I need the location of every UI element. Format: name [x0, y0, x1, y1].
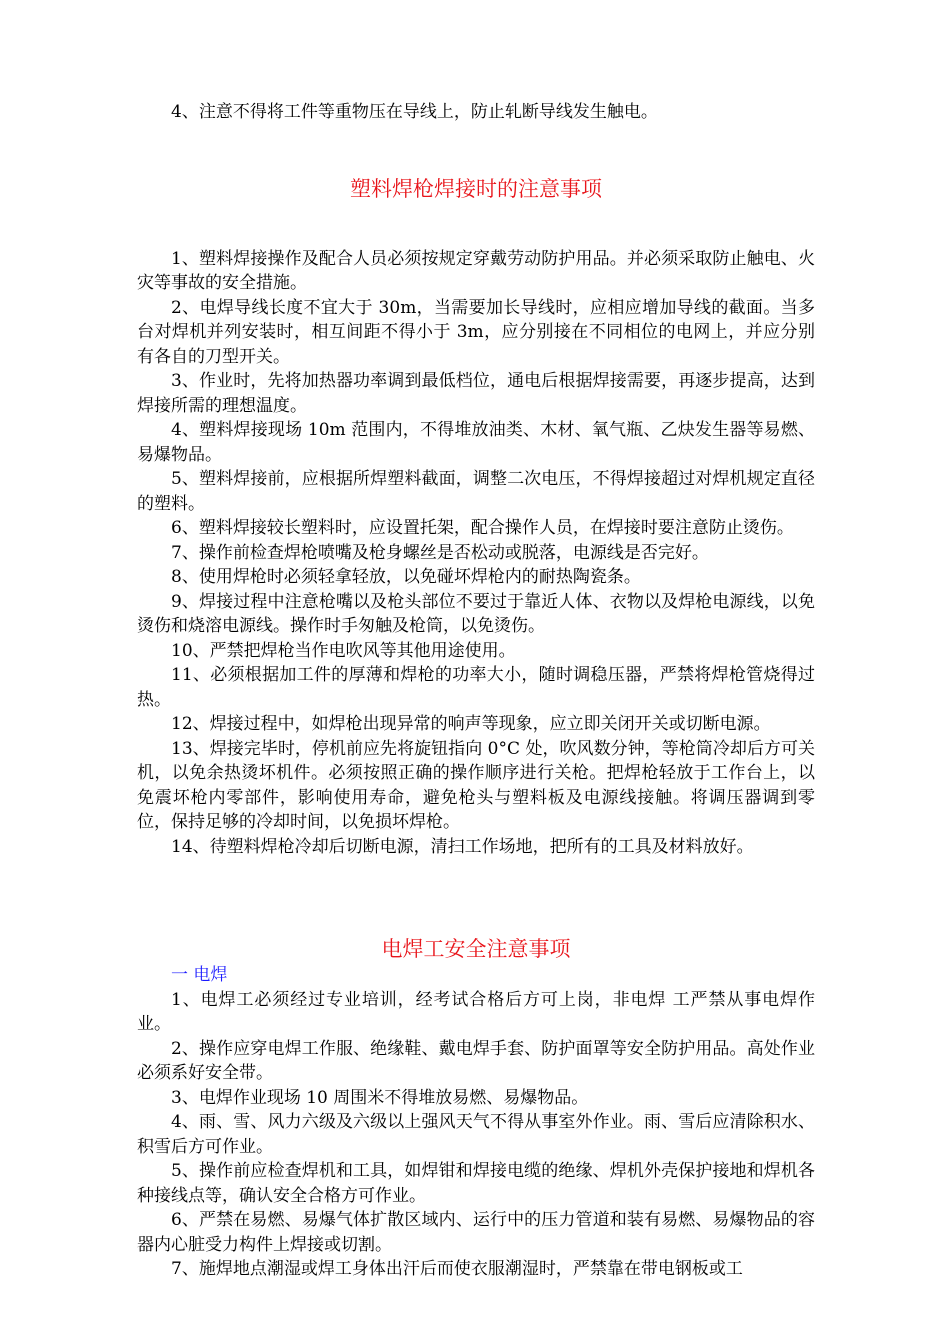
- document-content: [137, 100, 815, 1282]
- section-title-plastic-welding: 塑料焊枪焊接时的注意事项: [350, 176, 602, 201]
- list-item: 2、电焊导线长度不宜大于 30m，当需要加长导线时，应相应增加导线的截面。当多台对焊机并列安装时，相互间距不得小于 3m，应分别接在不同相位的电网上，并应分别有各自的刀型开关。: [137, 297, 815, 367]
- list-item: 7、施焊地点潮湿或焊工身体出汗后而使衣服潮湿时，严禁靠在带电钢板或工: [171, 1259, 743, 1279]
- list-item: 4、塑料焊接现场 10m 范围内，不得堆放油类、木材、氧气瓶、乙炔发生器等易燃、易爆物品。: [137, 420, 815, 465]
- list-item: 5、塑料焊接前，应根据所焊塑料截面，调整二次电压，不得焊接超过对焊机规定直径的塑料。: [137, 469, 815, 514]
- section-electric-welder-list: [137, 988, 815, 1282]
- list-item: 7、操作前检查焊枪喷嘴及枪身螺丝是否松动或脱落，电源线是否完好。: [171, 542, 709, 563]
- subheading-electric-welding: 一 电焊: [171, 965, 228, 985]
- list-item: 5、操作前应检查焊机和工具，如焊钳和焊接电缆的绝缘、焊机外壳保护接地和焊机各种接线点等，确认安全合格方可作业。: [137, 1161, 815, 1206]
- list-item: 2、操作应穿电焊工作服、绝缘鞋、戴电焊手套、防护面罩等安全防护用品。高处作业必须系好安全带。: [137, 1038, 815, 1083]
- list-item: 11、必须根据加工件的厚薄和焊枪的功率大小，随时调稳压器，严禁将焊枪管烧得过热。: [137, 665, 815, 710]
- list-item: 10、严禁把焊枪当作电吹风等其他用途使用。: [171, 640, 516, 661]
- section-title-electric-welder: 电焊工安全注意事项: [381, 937, 571, 961]
- list-item: 8、使用焊枪时必须轻拿轻放，以免碰坏焊枪内的耐热陶瓷条。: [171, 567, 641, 587]
- list-item: 6、塑料焊接较长塑料时，应设置托架，配合操作人员，在焊接时要注意防止烫伤。: [171, 518, 794, 538]
- list-item: 3、作业时，先将加热器功率调到最低档位，通电后根据焊接需要，再逐步提高，达到焊接所需的理想温度。: [137, 371, 815, 416]
- list-item: 1、电焊工必须经过专业培训，经考试合格后方可上岗，非电焊 工严禁从事电焊作业。: [137, 989, 815, 1034]
- list-item: 13、焊接完毕时，停机前应先将旋钮指向 0°C 处，吹风数分钟，等枪筒冷却后方可关机，以免余热烫坏机件。必须按照正确的操作顺序进行关枪。把焊枪轻放于工作台上，以免震坏枪内零部件，影响使用寿命，避免枪头与塑料板及电源线接触。将调压器调到零位，保持足够的冷却时间，以免损坏焊枪。: [137, 738, 815, 832]
- paragraph-top-item: 4、注意不得将工件等重物压在导线上，防止轧断导线发生触电。: [171, 102, 658, 122]
- list-item: 9、焊接过程中注意枪嘴以及枪头部位不要过于靠近人体、衣物以及焊枪电源线，以免烫伤和烧溶电源线。操作时手匆触及枪筒，以免烫伤。: [137, 591, 815, 636]
- list-item: 1、塑料焊接操作及配合人员必须按规定穿戴劳动防护用品。并必须采取防止触电、火灾等事故的安全措施。: [137, 248, 815, 293]
- section-plastic-welding-list: [137, 247, 815, 860]
- list-item: 3、电焊作业现场 10 周围米不得堆放易燃、易爆物品。: [171, 1087, 589, 1108]
- list-item: 14、待塑料焊枪冷却后切断电源，清扫工作场地，把所有的工具及材料放好。: [171, 836, 754, 857]
- list-item: 4、雨、雪、风力六级及六级以上强风天气不得从事室外作业。雨、雪后应清除积水、积雪后方可作业。: [137, 1112, 815, 1157]
- list-item: 12、焊接过程中，如焊枪出现异常的响声等现象，应立即关闭开关或切断电源。: [171, 714, 771, 734]
- list-item: 6、严禁在易燃、易爆气体扩散区域内、运行中的压力管道和装有易燃、易爆物品的容器内心脏受力构件上焊接或切割。: [137, 1210, 815, 1255]
